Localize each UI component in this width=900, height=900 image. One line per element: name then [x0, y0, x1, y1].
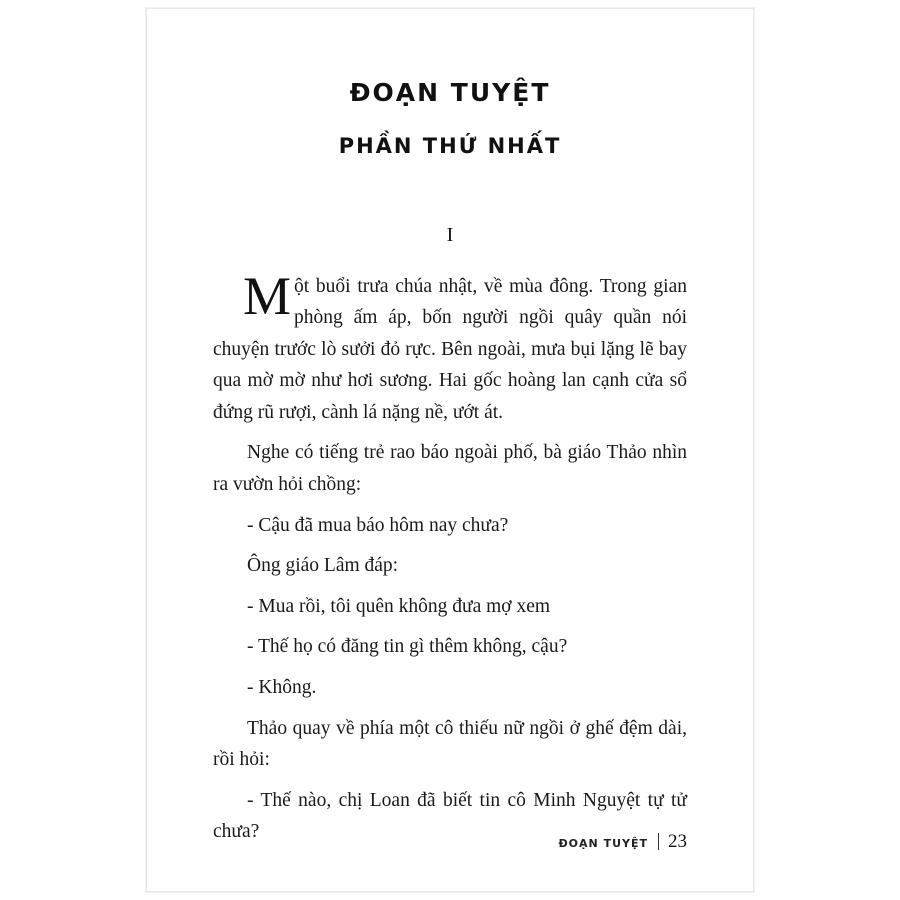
page-content: [147, 9, 753, 891]
paragraph-text: Nghe có tiếng trẻ rao báo ngoài phố, bà giáo Thảo nhìn ra vườn hỏi chồng:: [213, 442, 687, 496]
paragraph: [213, 550, 687, 582]
paragraph: [213, 672, 687, 704]
page-footer: [213, 830, 687, 853]
paragraph-text: - Thế họ có đăng tin gì thêm không, cậu?: [247, 636, 568, 658]
paragraph: [213, 591, 687, 623]
page-number: 23: [668, 831, 687, 852]
drop-cap: M: [243, 265, 292, 326]
paragraph: [213, 265, 687, 429]
paragraph-text: - Không.: [247, 676, 317, 698]
paragraph-text: Ông giáo Lâm đáp:: [247, 555, 399, 577]
part-title: PHẦN THỨ NHẤT: [338, 133, 562, 158]
book-page: [146, 8, 754, 892]
paragraph-text: - Mua rồi, tôi quên không đưa mợ xem: [247, 595, 551, 617]
paragraph: [213, 510, 687, 542]
paragraph: [213, 437, 687, 500]
paragraph-text: - Thế nào, chị Loan đã biết tin cô Minh Nguyệt tự tử chưa?: [213, 789, 687, 843]
paragraph-text: Thảo quay về phía một cô thiếu nữ ngồi ở ghế đệm dài, rồi hỏi:: [213, 717, 687, 771]
body-text: [213, 265, 687, 848]
chapter-number: I: [446, 223, 454, 246]
paragraph: [213, 631, 687, 663]
paragraph-text: ột buổi trưa chúa nhật, về mùa đông. Trong gian phòng ấm áp, bốn người ngồi quây quần nói chuyện trước lò sưởi đỏ rực. Bên ngoài, mưa bụi lặng lẽ bay qua mờ mờ như hơi sương. Hai gốc hoàng lan cạnh cửa sổ đứng rũ rượi, cành lá nặng nề, ướt át.: [213, 275, 687, 423]
footer-divider: [658, 833, 659, 850]
page-title: ĐOẠN TUYỆT: [349, 78, 551, 107]
paragraph-text: - Cậu đã mua báo hôm nay chưa?: [247, 514, 509, 536]
footer-running-title: ĐOẠN TUYỆT: [558, 837, 648, 850]
paragraph: [213, 713, 687, 776]
